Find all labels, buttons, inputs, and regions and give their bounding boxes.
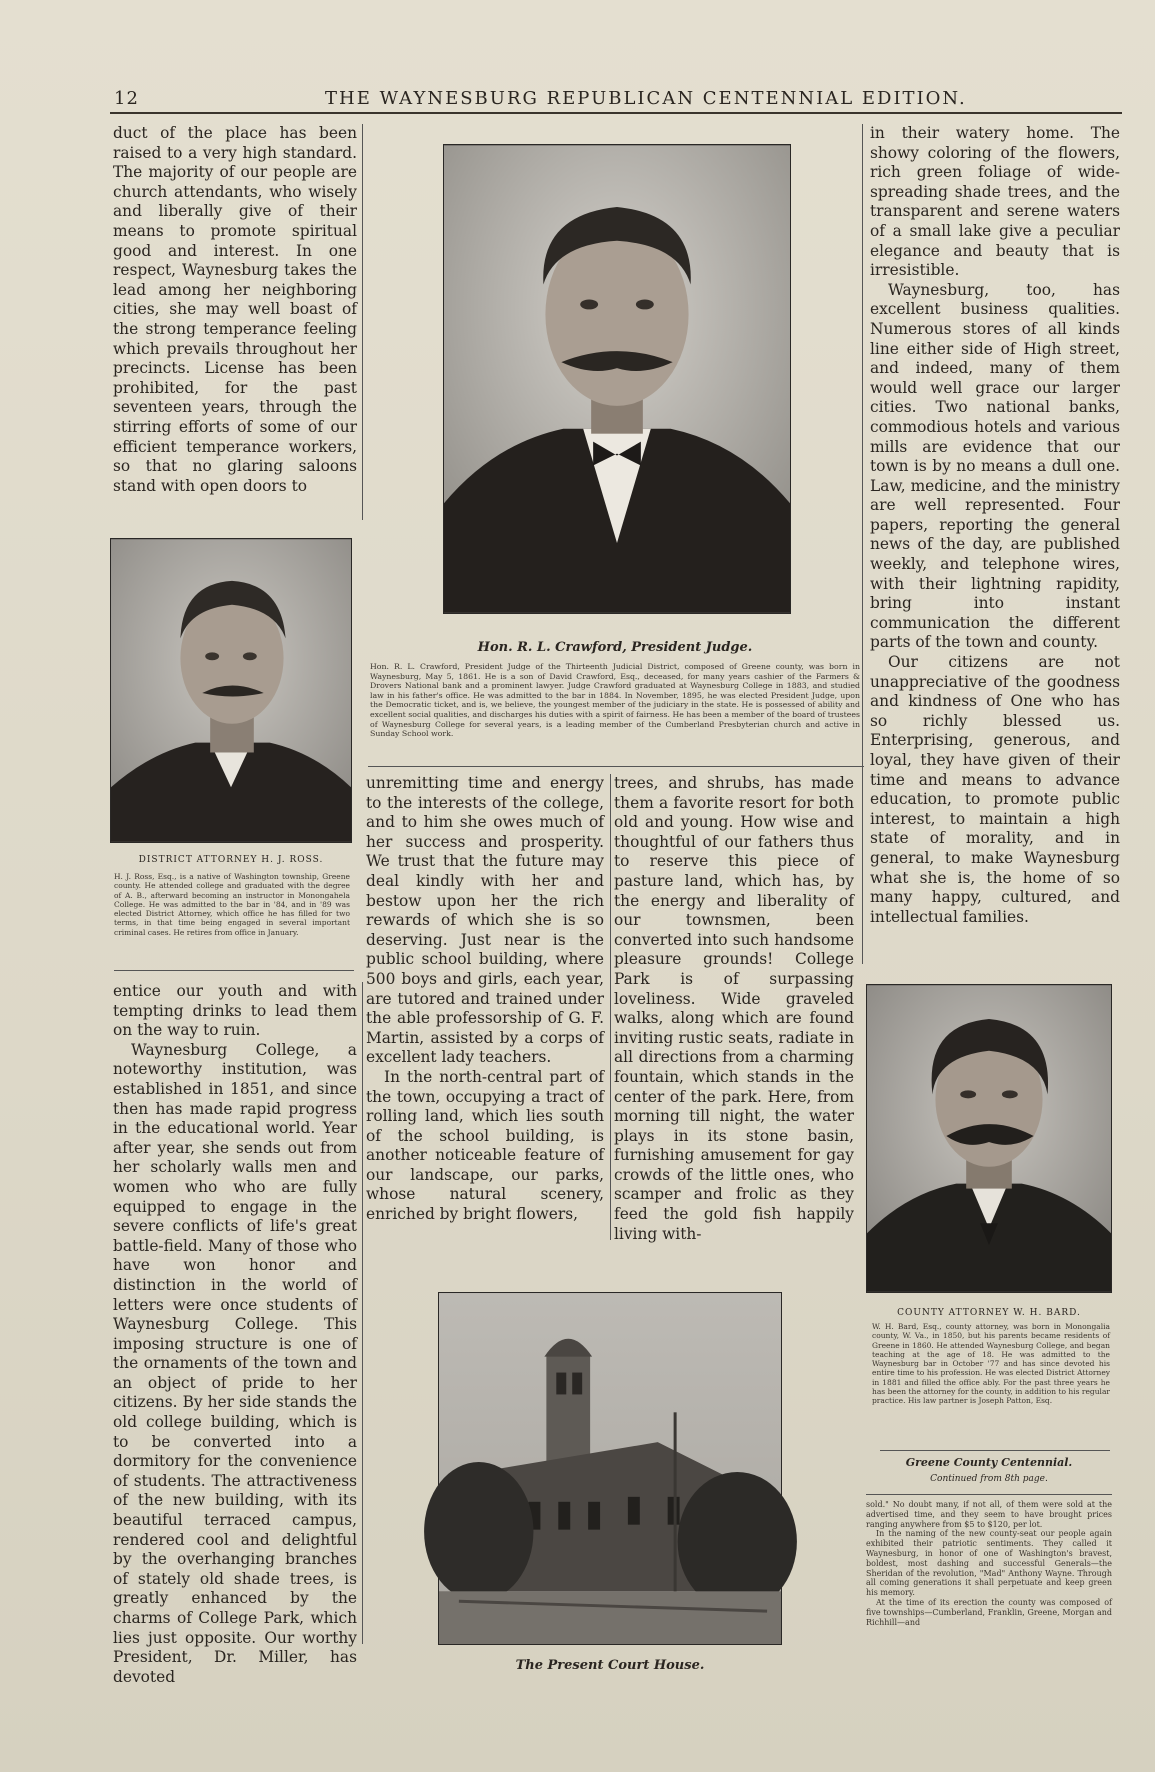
portrait-ross-image (111, 539, 351, 842)
bard-divider (880, 1450, 1110, 1451)
ross-bio: H. J. Ross, Esq., is a native of Washington township, Greene county. He attended college and graduated with the degree of A. B., afterward becoming an instructor in Monongahela College. He was admitted to the bar in '84, and in '89 was elected District Attorney, which office he has filled for two terms, in that time being engaged in several important criminal cases. He retires from office in January. (114, 872, 350, 937)
left-column-top-text: duct of the place has been raised to a very high standard. The majority of our people are church attendants, who wisely and liberally give of their means to promote spiritual good and interest. In one respect, Waynesburg takes the lead among her neighboring cities, she may well boast of the strong temperance feeling which prevails throughout her precincts. License has been prohibited, for the past seventeen years, through the stirring efforts of some of our efficient temperance workers, so that no glaring saloons stand with open doors to (113, 124, 357, 495)
portrait-ross (110, 538, 352, 843)
column-rule (610, 774, 611, 1240)
centennial-divider (866, 1494, 1112, 1495)
centennial-title: Greene County Centennial. (905, 1456, 1073, 1469)
right-column-text: in their watery home. The showy coloring of the flowers, rich green foliage of wide-spreading shade trees, and the transparent and serene waters of a small lake give a peculiar elegance and beauty that is irresistible. Waynesburg, too, has excellent business qualities. Numerous stores of all kinds line either side of High street, and indeed, many of them would well grace our larger cities. Two national banks, commodious hotels and various mills are evidence that our town is by no means a dull one. Law, medicine, and the ministry are well represented. Four papers, reporting the general news of the day, are published weekly, and telephone wires, with their lightning rapidity, bring into instant communication the different parts of the town and county. Our citizens are not unappreciative of the goodness and kindness of One who has so richly blessed us. Enterprising, generous, and loyal, they have given of their time and means to advance education, to promote public interest, to maintain a high state of morality, and in general, to make Waynesburg what she is, the home of so many happy, cultured, and intellectual families. (870, 124, 1120, 926)
column-rule (362, 982, 363, 1644)
centennial-subtitle: Continued from 8th page. (930, 1474, 1048, 1484)
masthead: THE WAYNESBURG REPUBLICAN CENTENNIAL EDITION. (325, 88, 967, 109)
bard-bio: W. H. Bard, Esq., county attorney, was born in Monongalia county, W. Va., in 1850, but his parents became residents of Greene in 1860. He attended Waynesburg College, and began teaching at the age of 18. He was admitted to the Waynesburg bar in October '77 and has since devoted his entire time to his profession. He was elected District Attorney in 1881 and filled the office ably. For the past three years he has been the attorney for the county, in addition to his regular practice. His law partner is Joseph Patton, Esq. (872, 1322, 1110, 1406)
portrait-bard (866, 984, 1112, 1293)
page-header (110, 88, 1122, 114)
left-divider (114, 970, 354, 971)
centennial-text: sold." No doubt many, if not all, of them were sold at the advertised time, and they seem to have brought prices ranging anywhere from $5 to $120, per lot. In the naming of the new county-seat our people again exhibited their patriotic sentiments. They called it Waynesburg, in honor of one of Washington's bravest, boldest, most dashing and successful Generals—the Sheridan of the revolution, "Mad" Anthony Wayne. Through all coming generations it shall perpetuate and keep green his memory. At the time of its erection the county was composed of five townships—Cumberland, Franklin, Greene, Morgan and Richhill—and (866, 1500, 1112, 1627)
bard-caption: COUNTY ATTORNEY W. H. BARD. (897, 1308, 1081, 1318)
portrait-crawford (443, 144, 791, 614)
crawford-bio: Hon. R. L. Crawford, President Judge of the Thirteenth Judicial District, composed of Greene county, was born in Waynesburg, May 5, 1861. He is a son of David Crawford, Esq., deceased, for many years cashier of the Farmers & Drovers National bank and a prominent lawyer. Judge Crawford graduated at Waynesburg College in 1883, and studied law in his father's office. He was admitted to the bar in 1884. In November, 1895, he was elected President Judge, upon the Democratic ticket, and is, we believe, the youngest member of the judiciary in the state. He is possessed of ability and excellent social qualities, and discharges his duties with a spirit of fairness. He has been a member of the board of trustees of Waynesburg College for several years, is a leading member of the Cumberland Presbyterian church and active in Sunday School work. (370, 662, 860, 739)
left-column-bottom-text: entice our youth and with tempting drinks to lead them on the way to ruin. Waynesburg College, a noteworthy institution, was established in 1851, and since then has made rapid progress in the educational world. Year after year, she sends out from her scholarly walls men and women who who are fully equipped to engage in the severe conflicts of life's great battle-field. Many of those who have won honor and distinction in the world of letters were once students of Waynesburg College. This imposing structure is one of the ornaments of the town and an object of pride to her citizens. By her side stands the old college building, which is to be converted into a dormitory for the convenience of students. The attractiveness of the new building, with its beautiful terraced campus, rendered cool and delightful by the overhanging branches of stately old shade trees, is greatly enhanced by the charms of College Park, which lies just opposite. Our worthy President, Dr. Miller, has devoted (113, 982, 357, 1686)
middle-column-2-text: trees, and shrubs, has made them a favorite resort for both old and young. How wise and thoughtful of our fathers thus to reserve this piece of pasture land, which has, by the energy and liberality of our townsmen, been converted into such handsome pleasure grounds! College Park is of surpassing loveliness. Wide graveled walks, along which are found inviting rustic seats, radiate in all directions from a charming fountain, which stands in the center of the park. Here, from morning till night, the water plays in its stone basin, furnishing amusement for gay crowds of the little ones, who scamper and frolic as they feed the gold fish happily living with- (614, 774, 854, 1243)
portrait-bard-image (867, 985, 1111, 1292)
column-rule (362, 124, 363, 520)
crawford-caption: Hon. R. L. Crawford, President Judge. (477, 640, 753, 655)
middle-column-1-text: unremitting time and energy to the interests of the college, and to him she owes much of her success and prosperity. We trust that the future may deal kindly with her and bestow upon her the rich rewards of which she is so deserving. Just near is the public school building, where 500 boys and girls, each year, are tutored and trained under the able professorship of G. F. Martin, assisted by a corps of excellent lady teachers. In the north-central part of the town, occupying a tract of rolling land, which lies south of the school building, is another noticeable feature of our landscape, our parks, whose natural scenery, enriched by bright flowers, (366, 774, 604, 1224)
column-rule (862, 124, 863, 964)
page-number: 12 (114, 88, 139, 109)
crawford-divider (368, 766, 864, 767)
portrait-crawford-image (444, 145, 790, 613)
courthouse-photo (438, 1292, 782, 1645)
courthouse-image (439, 1293, 781, 1644)
ross-caption: DISTRICT ATTORNEY H. J. ROSS. (138, 855, 324, 865)
courthouse-caption: The Present Court House. (515, 1658, 705, 1673)
